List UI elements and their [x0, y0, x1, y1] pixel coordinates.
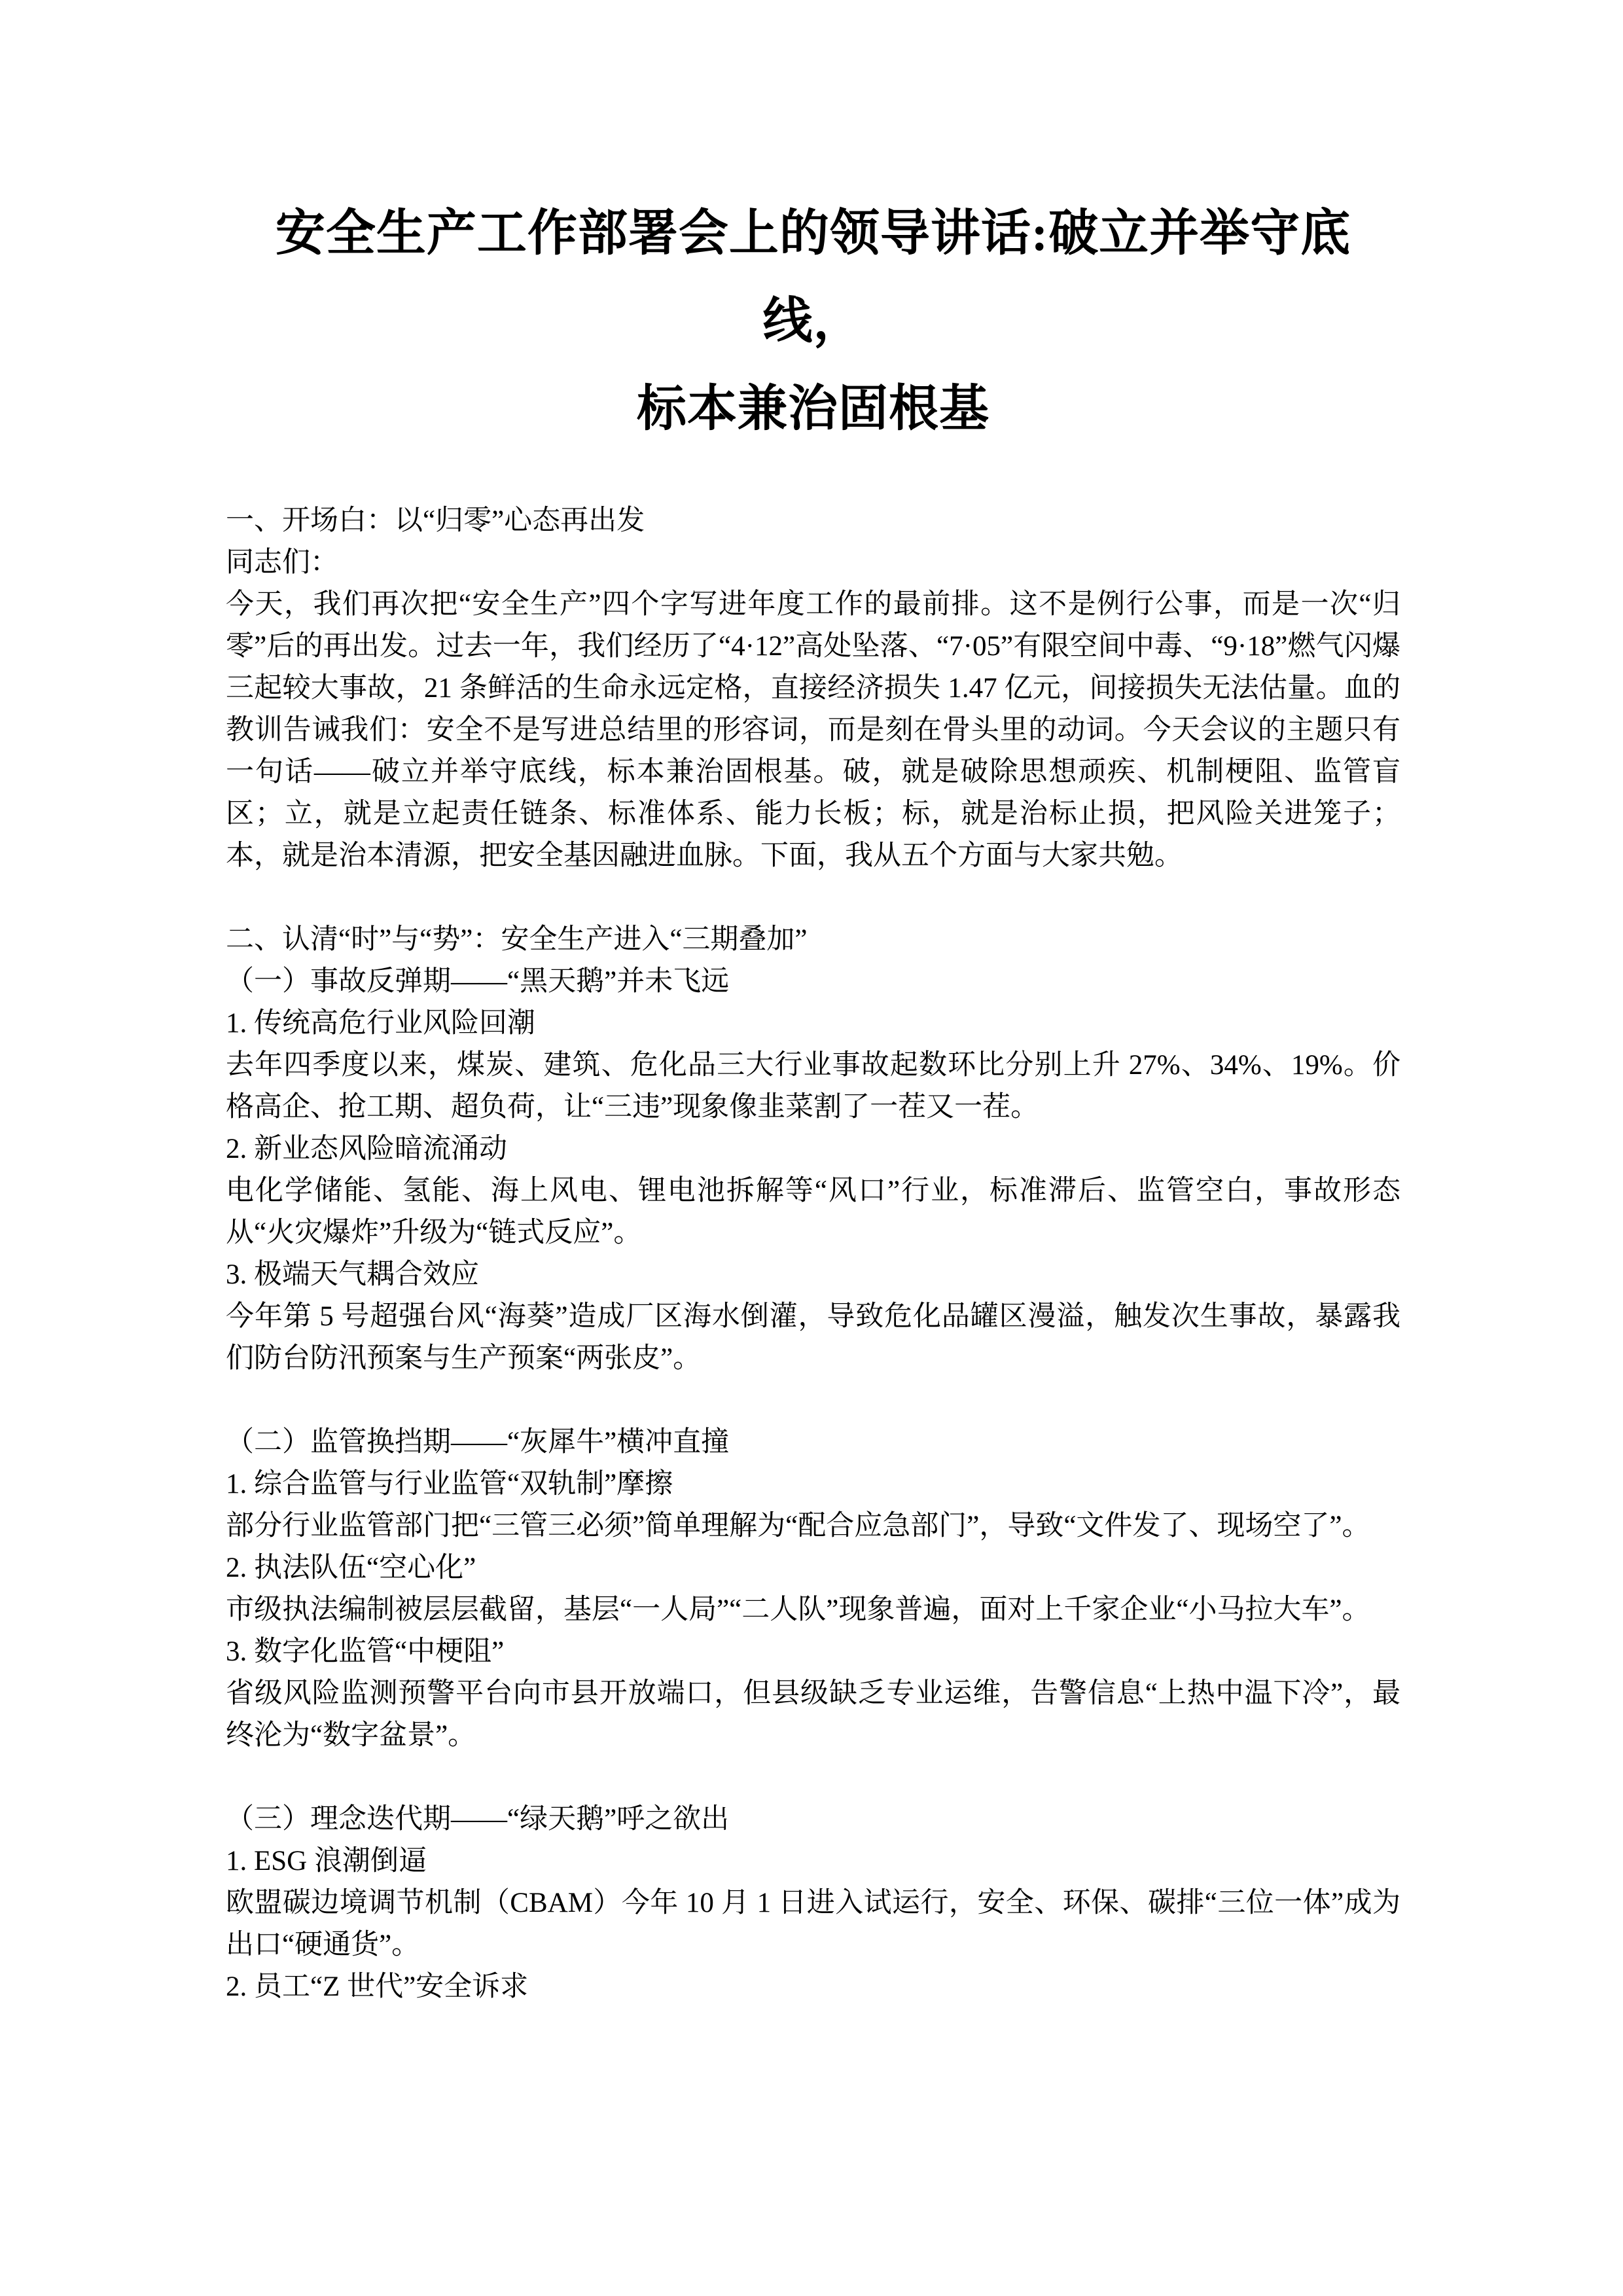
- numbered-item-heading: 3. 极端天气耦合效应: [226, 1259, 479, 1290]
- section-heading: 一、开场白：以“归零”心态再出发: [226, 505, 645, 536]
- body-paragraph: 省级风险监测预警平台向市县开放端口，但县级缺乏专业运维，告警信息“上热中温下冷”，最终沦为“数字盆景”。: [226, 1678, 1400, 1751]
- numbered-item-heading: 1. 综合监管与行业监管“双轨制”摩擦: [226, 1469, 673, 1499]
- subsection-heading: （三）理念迭代期——“绿天鹅”呼之欲出: [226, 1804, 730, 1835]
- numbered-item-heading: 2. 新业态风险暗流涌动: [226, 1134, 507, 1164]
- salutation-line: 同志们：: [226, 547, 338, 578]
- body-paragraph: 部分行业监管部门把“三管三必须”简单理解为“配合应急部门”，导致“文件发了、现场空了”。: [226, 1511, 1370, 1541]
- subsection-heading: （一）事故反弹期——“黑天鹅”并未飞远: [226, 966, 730, 997]
- body-paragraph: 今天，我们再次把“安全生产”四个字写进年度工作的最前排。这不是例行公事，而是一次“归零”后的再出发。过去一年，我们经历了“4·12”高处坠落、“7·05”有限空间中毒、“9·18”燃气闪爆三起较大事故，21 条鲜活的生命永远定格，直接经济损失 1.47 亿元，间接损失无法估量。血的教训告诫我们：安全不是写进总结里的形容词，而是刻在骨头里的动词。今天会议的主题只有一句话——破立并举守底线，标本兼治固根基。破，就是破除思想顽疾、机制梗阻、监管盲区；立，就是立起责任链条、标准体系、能力长板；标，就是治标止损，把风险关进笼子；本，就是治本清源，把安全基因融进血脉。下面，我从五个方面与大家共勉。: [226, 589, 1400, 871]
- title-line-1: 安全生产工作部署会上的领导讲话:破立并举守底线，: [275, 206, 1351, 349]
- numbered-item-heading: 1. ESG 浪潮倒逼: [226, 1846, 427, 1876]
- title-line-2: 标本兼治固根基: [637, 382, 990, 437]
- body-paragraph: 去年四季度以来，煤炭、建筑、危化品三大行业事故起数环比分别上升 27%、34%、19%。价格高企、抢工期、超负荷，让“三违”现象像韭菜割了一茬又一茬。: [226, 1050, 1400, 1122]
- blank-line: [226, 1757, 1400, 1799]
- blank-line: [226, 1380, 1400, 1422]
- document-body: [226, 500, 1400, 2008]
- body-paragraph: 市级执法编制被层层截留，基层“一人局”“二人队”现象普遍，面对上千家企业“小马拉大车”。: [226, 1594, 1370, 1625]
- body-paragraph: 欧盟碳边境调节机制（CBAM）今年 10 月 1 日进入试运行，安全、环保、碳排“三位一体”成为出口“硬通货”。: [226, 1888, 1400, 1960]
- section-heading: 二、认清“时”与“势”：安全生产进入“三期叠加”: [226, 924, 808, 955]
- body-paragraph: 电化学储能、氢能、海上风电、锂电池拆解等“风口”行业，标准滞后、监管空白，事故形态从“火灾爆炸”升级为“链式反应”。: [226, 1175, 1400, 1248]
- numbered-item-heading: 3. 数字化监管“中梗阻”: [226, 1636, 505, 1667]
- body-paragraph: 今年第 5 号超强台风“海葵”造成厂区海水倒灌，导致危化品罐区漫溢，触发次生事故，暴露我们防台防汛预案与生产预案“两张皮”。: [226, 1301, 1400, 1374]
- subsection-heading: （二）监管换挡期——“灰犀牛”横冲直撞: [226, 1427, 730, 1458]
- numbered-item-heading: 2. 执法队伍“空心化”: [226, 1552, 476, 1583]
- numbered-item-heading: 2. 员工“Z 世代”安全诉求: [226, 1971, 529, 2002]
- document-title: [226, 190, 1400, 453]
- blank-line: [226, 877, 1400, 919]
- numbered-item-heading: 1. 传统高危行业风险回潮: [226, 1008, 535, 1039]
